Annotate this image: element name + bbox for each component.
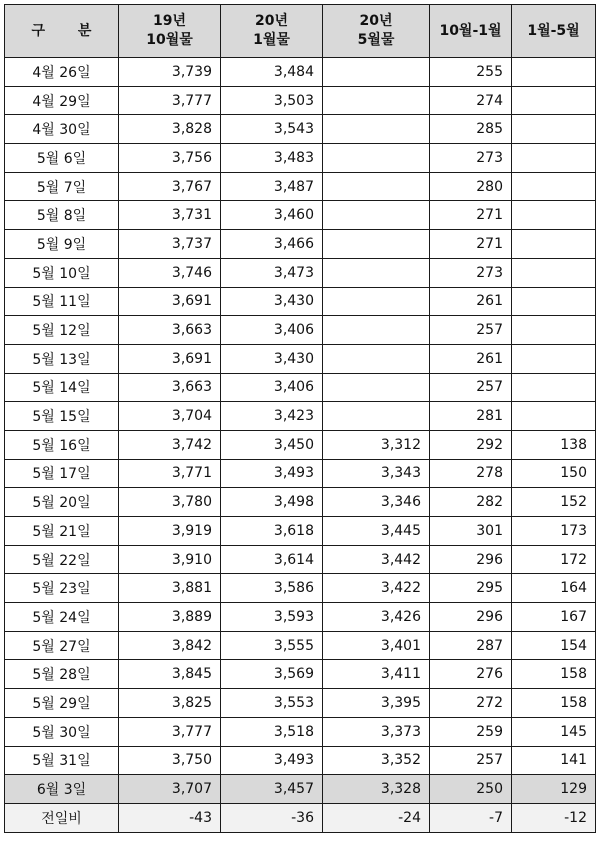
jan-may-spread-cell: 167 [512,603,596,632]
jan20-cell: 3,430 [221,344,323,373]
jan-may-spread-cell: 129 [512,775,596,804]
date-cell: 5월 31일 [5,746,119,775]
may20-cell: 3,411 [323,660,430,689]
oct-jan-spread-cell: 257 [430,316,512,345]
date-cell: 5월 13일 [5,344,119,373]
date-cell: 4월 30일 [5,115,119,144]
table-container [4,4,596,833]
date-cell: 5월 16일 [5,430,119,459]
header-text: 10월물 [146,32,193,48]
header-jan-may-spread [512,5,596,58]
jan20-cell: 3,487 [221,172,323,201]
may20-cell: 3,328 [323,775,430,804]
oct19-cell: 3,881 [119,574,221,603]
date-cell: 5월 30일 [5,717,119,746]
jan20-cell: 3,466 [221,230,323,259]
oct19-cell: 3,889 [119,603,221,632]
jan-may-spread-cell: 141 [512,746,596,775]
jan-may-spread-cell: -12 [512,803,596,832]
oct19-cell: 3,777 [119,717,221,746]
oct19-cell: 3,910 [119,545,221,574]
oct-jan-spread-cell: 287 [430,631,512,660]
table-row [5,488,596,517]
table-row [5,316,596,345]
header-row [5,5,596,58]
header-oct19-contract [119,5,221,58]
jan-may-spread-cell: 173 [512,517,596,546]
date-cell: 5월 24일 [5,603,119,632]
oct-jan-spread-cell: 280 [430,172,512,201]
header-text: 20년 [359,13,393,29]
table-row [5,86,596,115]
jan20-cell: 3,450 [221,430,323,459]
oct19-cell: 3,828 [119,115,221,144]
table-row [5,144,596,173]
oct19-cell: 3,750 [119,746,221,775]
table-row [5,574,596,603]
jan20-cell: 3,473 [221,258,323,287]
header-oct-jan-spread [430,5,512,58]
header-jan20-contract [221,5,323,58]
date-cell: 5월 14일 [5,373,119,402]
oct-jan-spread-cell: 278 [430,459,512,488]
oct-jan-spread-cell: 273 [430,258,512,287]
oct-jan-spread-cell: 255 [430,58,512,87]
date-cell: 5월 20일 [5,488,119,517]
oct-jan-spread-cell: 261 [430,344,512,373]
table-row [5,402,596,431]
oct-jan-spread-cell: 261 [430,287,512,316]
oct19-cell: -43 [119,803,221,832]
date-cell: 5월 22일 [5,545,119,574]
jan20-cell: 3,406 [221,316,323,345]
may20-cell [323,373,430,402]
table-row [5,660,596,689]
date-cell: 전일비 [5,803,119,832]
table-row [5,631,596,660]
may20-cell [323,258,430,287]
jan20-cell: 3,543 [221,115,323,144]
oct-jan-spread-cell: 276 [430,660,512,689]
oct-jan-spread-cell: 296 [430,603,512,632]
date-cell: 5월 28일 [5,660,119,689]
oct-jan-spread-cell: 257 [430,746,512,775]
table-row [5,603,596,632]
header-may20-contract [323,5,430,58]
may20-cell: 3,312 [323,430,430,459]
oct-jan-spread-cell: 296 [430,545,512,574]
date-cell: 5월 6일 [5,144,119,173]
table-row [5,172,596,201]
header-text: 5월물 [357,32,395,48]
header-text: 10월-1월 [439,22,502,39]
jan20-cell: 3,618 [221,517,323,546]
may20-cell [323,230,430,259]
jan-may-spread-cell [512,115,596,144]
header-text: 19년 [152,13,186,29]
date-cell: 5월 7일 [5,172,119,201]
oct19-cell: 3,842 [119,631,221,660]
oct-jan-spread-cell: 292 [430,430,512,459]
oct19-cell: 3,707 [119,775,221,804]
may20-cell: 3,422 [323,574,430,603]
may20-cell [323,402,430,431]
jan20-cell: 3,498 [221,488,323,517]
oct19-cell: 3,756 [119,144,221,173]
jan-may-spread-cell: 158 [512,689,596,718]
may20-cell: 3,343 [323,459,430,488]
oct-jan-spread-cell: 295 [430,574,512,603]
jan-may-spread-cell: 172 [512,545,596,574]
date-cell: 5월 12일 [5,316,119,345]
oct19-cell: 3,746 [119,258,221,287]
jan20-cell: 3,593 [221,603,323,632]
oct19-cell: 3,663 [119,316,221,345]
date-cell: 4월 29일 [5,86,119,115]
may20-cell [323,287,430,316]
may20-cell [323,115,430,144]
may20-cell: 3,352 [323,746,430,775]
oct19-cell: 3,742 [119,430,221,459]
table-row [5,746,596,775]
header-text: 1월-5월 [527,22,580,39]
table-row [5,517,596,546]
may20-cell: 3,395 [323,689,430,718]
jan-may-spread-cell: 152 [512,488,596,517]
jan20-cell: 3,614 [221,545,323,574]
table-row [5,258,596,287]
date-cell: 5월 11일 [5,287,119,316]
jan-may-spread-cell: 138 [512,430,596,459]
date-cell: 5월 23일 [5,574,119,603]
oct19-cell: 3,739 [119,58,221,87]
jan-may-spread-cell [512,230,596,259]
table-row [5,230,596,259]
oct-jan-spread-cell: 273 [430,144,512,173]
header-text: 1월물 [253,32,290,48]
jan20-cell: 3,569 [221,660,323,689]
date-cell: 5월 15일 [5,402,119,431]
jan20-cell: 3,503 [221,86,323,115]
jan-may-spread-cell [512,258,596,287]
table-row [5,344,596,373]
jan-may-spread-cell [512,86,596,115]
jan-may-spread-cell [512,172,596,201]
date-cell: 5월 21일 [5,517,119,546]
oct19-cell: 3,845 [119,660,221,689]
table-row [5,545,596,574]
header-category [5,5,119,58]
oct19-cell: 3,767 [119,172,221,201]
jan20-cell: 3,406 [221,373,323,402]
jan20-cell: 3,423 [221,402,323,431]
oct-jan-spread-cell: 271 [430,230,512,259]
may20-cell: -24 [323,803,430,832]
jan20-cell: 3,493 [221,459,323,488]
table-row [5,689,596,718]
may20-cell: 3,373 [323,717,430,746]
oct19-cell: 3,777 [119,86,221,115]
oct-jan-spread-cell: 281 [430,402,512,431]
header-text: 구 분 [31,22,106,39]
table-row [5,115,596,144]
oct-jan-spread-cell: 282 [430,488,512,517]
oct-jan-spread-cell: 274 [430,86,512,115]
oct-jan-spread-cell: 271 [430,201,512,230]
jan-may-spread-cell [512,316,596,345]
table-row [5,430,596,459]
jan20-cell: 3,586 [221,574,323,603]
jan-may-spread-cell [512,287,596,316]
jan20-cell: 3,518 [221,717,323,746]
may20-cell: 3,401 [323,631,430,660]
oct19-cell: 3,780 [119,488,221,517]
oct19-cell: 3,731 [119,201,221,230]
table-body [5,58,596,833]
may20-cell [323,201,430,230]
date-cell: 5월 27일 [5,631,119,660]
may20-cell [323,316,430,345]
jan-may-spread-cell [512,58,596,87]
oct-jan-spread-cell: 259 [430,717,512,746]
date-cell: 5월 9일 [5,230,119,259]
table-row [5,58,596,87]
jan20-cell: 3,555 [221,631,323,660]
may20-cell [323,344,430,373]
jan20-cell: 3,553 [221,689,323,718]
jan-may-spread-cell [512,144,596,173]
may20-cell: 3,442 [323,545,430,574]
may20-cell: 3,346 [323,488,430,517]
oct19-cell: 3,771 [119,459,221,488]
date-cell: 5월 8일 [5,201,119,230]
oct19-cell: 3,663 [119,373,221,402]
oct19-cell: 3,825 [119,689,221,718]
table-row [5,201,596,230]
date-cell: 4월 26일 [5,58,119,87]
oct-jan-spread-cell: 272 [430,689,512,718]
may20-cell: 3,445 [323,517,430,546]
table-row [5,287,596,316]
oct19-cell: 3,704 [119,402,221,431]
jan-may-spread-cell: 154 [512,631,596,660]
jan20-cell: 3,483 [221,144,323,173]
jan-may-spread-cell: 150 [512,459,596,488]
jan-may-spread-cell [512,373,596,402]
jan-may-spread-cell [512,201,596,230]
header-text: 20년 [254,13,288,29]
may20-cell: 3,426 [323,603,430,632]
oct19-cell: 3,691 [119,287,221,316]
jan20-cell: 3,484 [221,58,323,87]
date-cell: 5월 17일 [5,459,119,488]
date-cell: 5월 10일 [5,258,119,287]
jan-may-spread-cell [512,344,596,373]
jan20-cell: -36 [221,803,323,832]
jan-may-spread-cell [512,402,596,431]
date-cell: 5월 29일 [5,689,119,718]
jan-may-spread-cell: 164 [512,574,596,603]
table-row [5,775,596,804]
may20-cell [323,58,430,87]
oct19-cell: 3,919 [119,517,221,546]
jan20-cell: 3,493 [221,746,323,775]
oct-jan-spread-cell: 285 [430,115,512,144]
table-row [5,373,596,402]
oct-jan-spread-cell: 301 [430,517,512,546]
table-row [5,803,596,832]
table-row [5,717,596,746]
may20-cell [323,172,430,201]
oct-jan-spread-cell: -7 [430,803,512,832]
may20-cell [323,86,430,115]
jan20-cell: 3,460 [221,201,323,230]
jan-may-spread-cell: 158 [512,660,596,689]
table-row [5,459,596,488]
oct19-cell: 3,691 [119,344,221,373]
jan20-cell: 3,430 [221,287,323,316]
price-table [4,4,596,833]
jan20-cell: 3,457 [221,775,323,804]
jan-may-spread-cell: 145 [512,717,596,746]
oct-jan-spread-cell: 250 [430,775,512,804]
oct-jan-spread-cell: 257 [430,373,512,402]
date-cell: 6월 3일 [5,775,119,804]
oct19-cell: 3,737 [119,230,221,259]
may20-cell [323,144,430,173]
